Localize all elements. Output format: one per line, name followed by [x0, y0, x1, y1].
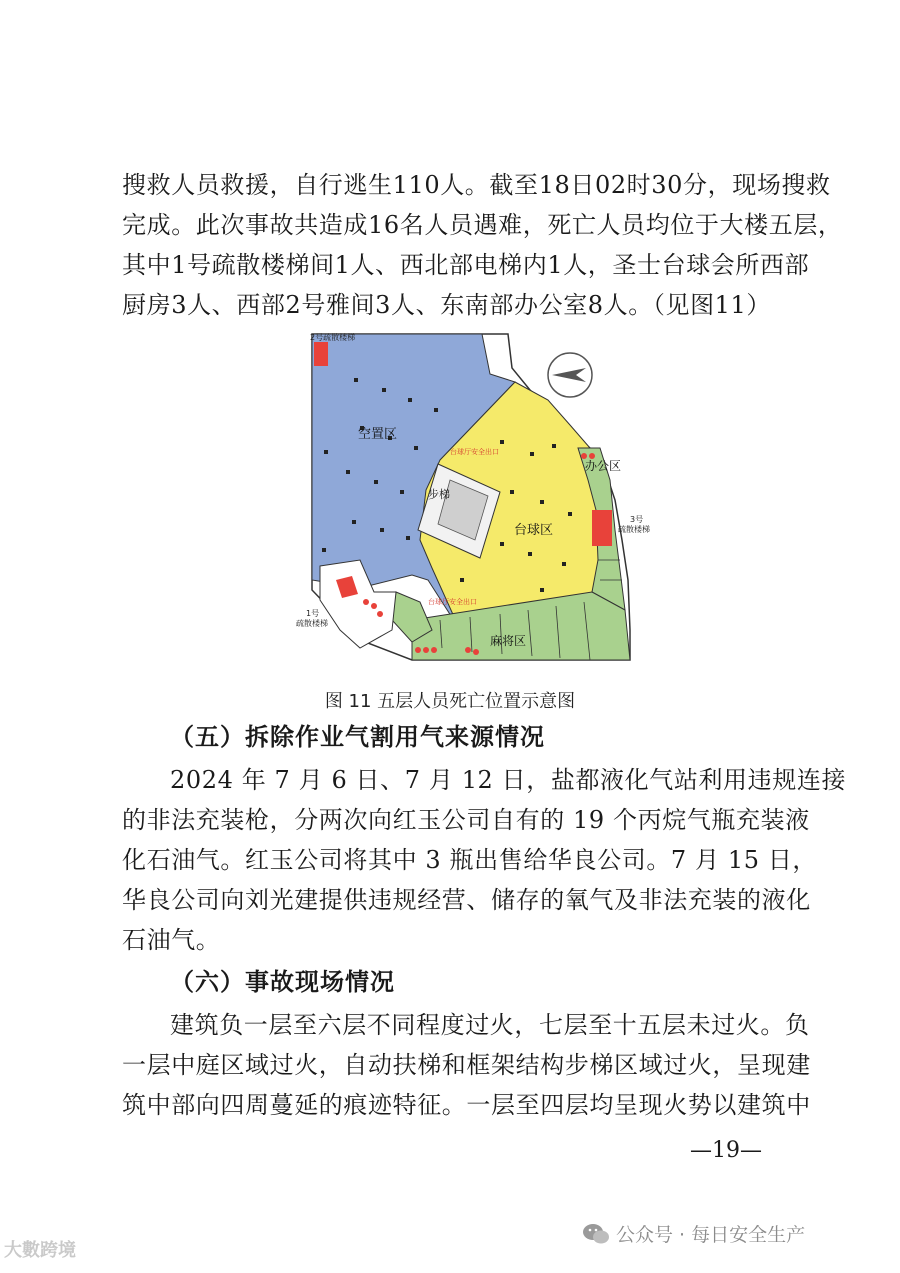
- paragraph-line: 石油气。: [122, 926, 221, 954]
- paragraph-line: 搜救人员救援，自行逃生110人。截至18日02时30分，现场搜救: [122, 171, 831, 199]
- paragraph-line: 筑中部向四周蔓延的痕迹特征。一层至四层均呈现火势以建筑中: [122, 1091, 811, 1119]
- stair3-label-top: 3号: [630, 515, 644, 524]
- office-label: 办公区: [585, 459, 622, 473]
- watermark-logo: 大數跨境: [4, 1240, 76, 1261]
- stair1-label-top: 1号: [306, 609, 320, 618]
- footer-text: 公众号 · 每日安全生产: [616, 1224, 806, 1246]
- paragraph-line: 厨房3人、西部2号雅间3人、东南部办公室8人。（见图11）: [122, 291, 772, 319]
- stair2-label: 2号疏散楼梯: [310, 333, 356, 342]
- paragraph-line: 一层中庭区域过火，自动扶梯和框架结构步梯区域过火，呈现建: [122, 1051, 811, 1079]
- footer-account[interactable]: [582, 1220, 805, 1247]
- stair2-marker: [314, 342, 328, 366]
- paragraph-line: 其中1号疏散楼梯间1人、西北部电梯内1人，圣士台球会所西部: [122, 251, 810, 279]
- paragraph-line: 的非法充装枪，分两次向红玉公司自有的 19 个丙烷气瓶充装液: [122, 806, 810, 834]
- page-number: —19—: [690, 1138, 762, 1163]
- figure-caption: 图 11 五层人员死亡位置示意图: [324, 691, 576, 712]
- wechat-icon: [582, 1222, 610, 1246]
- stair1-label-bottom: 疏散楼梯: [296, 619, 328, 628]
- vacant-label: 空置区: [358, 427, 398, 442]
- floor-plan-figure: [296, 330, 650, 662]
- section-heading-6: （六）事故现场情况: [170, 967, 395, 996]
- paragraph-line: 华良公司向刘光建提供违规经营、储存的氧气及非法充装的液化: [122, 886, 811, 914]
- billiard-label: 台球区: [514, 523, 554, 538]
- paragraph-line: 化石油气。红玉公司将其中 3 瓶出售给华良公司。7 月 15 日，: [122, 846, 818, 874]
- exit-top-label: 台球厅安全出口: [450, 448, 499, 456]
- paragraph-line: 建筑负一层至六层不同程度过火，七层至十五层未过火。负: [170, 1011, 810, 1039]
- paragraph-line: 2024 年 7 月 6 日、7 月 12 日，盐都液化气站利用违规连接: [170, 766, 847, 794]
- escalator-label: 步梯: [428, 488, 450, 501]
- stair3-marker: [592, 510, 612, 546]
- stair3-label-bottom: 疏散楼梯: [618, 525, 650, 534]
- exit-bottom-label: 台球厅安全出口: [428, 598, 477, 606]
- section-heading-5: （五）拆除作业气割用气来源情况: [170, 722, 545, 751]
- paragraph-line: 完成。此次事故共造成16名人员遇难，死亡人员均位于大楼五层，: [122, 211, 843, 239]
- mahjong-label: 麻将区: [490, 634, 527, 648]
